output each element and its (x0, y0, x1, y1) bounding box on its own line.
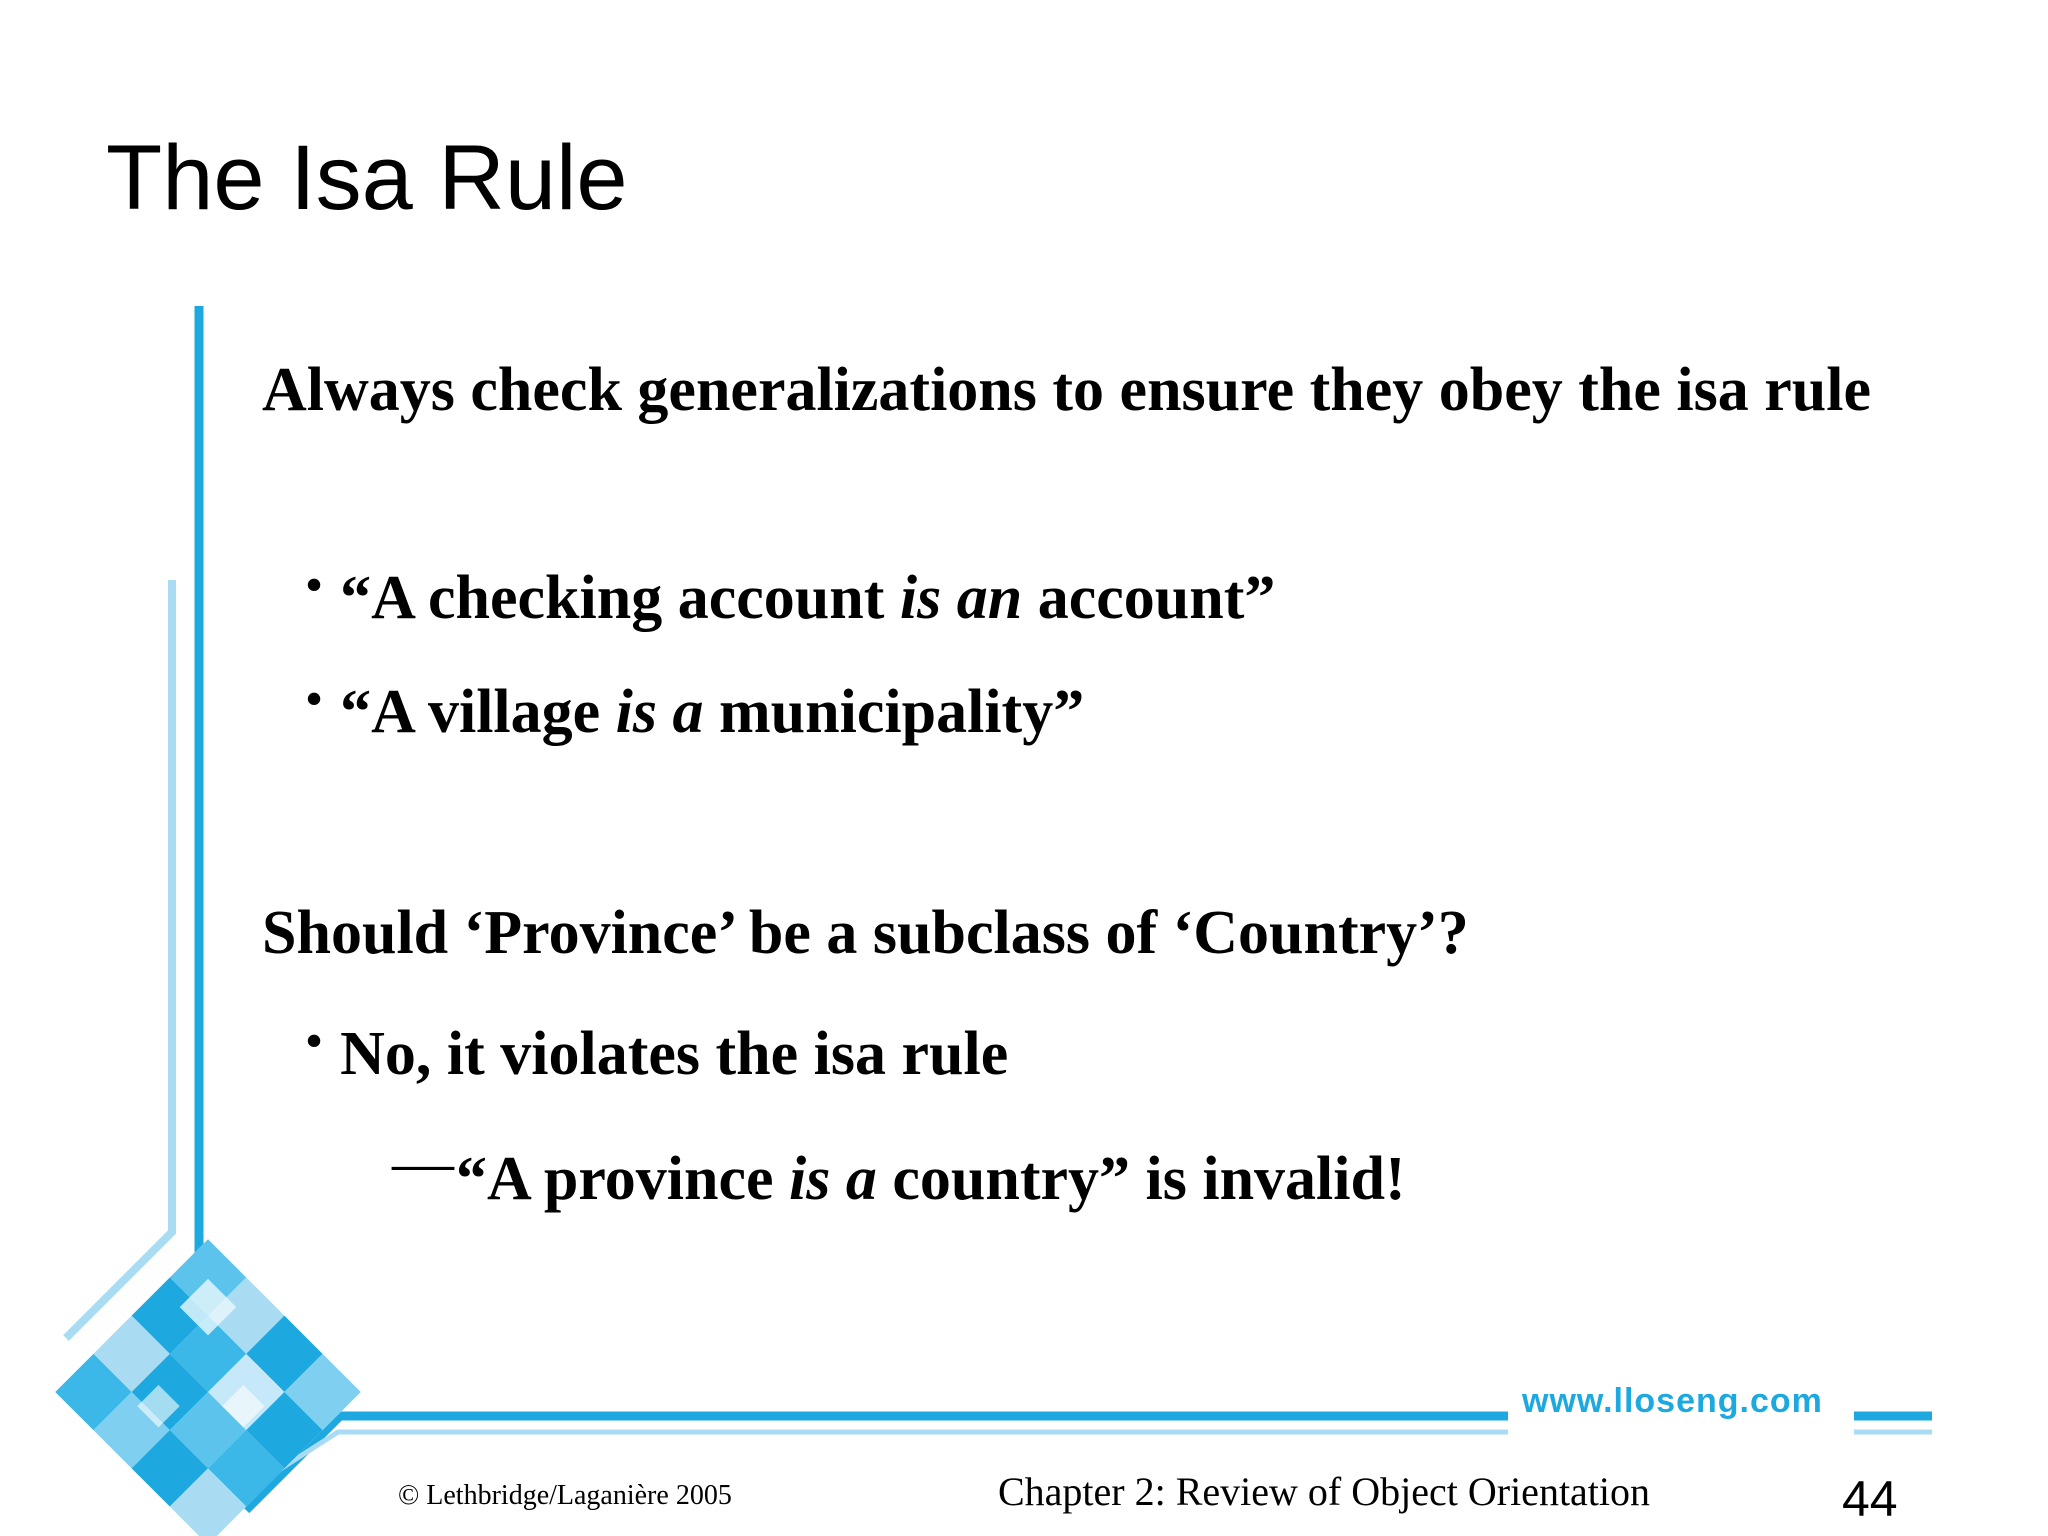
chapter-title: Chapter 2: Review of Object Orientation (998, 1469, 1651, 1514)
bullet-text-pre: “A village (340, 678, 616, 746)
bullet-icon: • (306, 559, 323, 610)
slide-title: The Isa Rule (106, 127, 628, 229)
copyright-notice: © Lethbridge/Laganière 2005 (398, 1480, 732, 1511)
bullet-icon: • (306, 673, 323, 724)
dash-icon: — (392, 1129, 454, 1197)
bullet-text-post: account” (1022, 564, 1276, 632)
bullet-text-em: is a (615, 678, 704, 746)
website-url[interactable]: www.lloseng.com (1522, 1382, 1823, 1420)
sub-bullet-text-post: country” is invalid! (876, 1145, 1406, 1213)
page-number: 44 (1842, 1471, 1898, 1527)
bullet-item (306, 1015, 1009, 1088)
bullet-text-post: municipality” (703, 678, 1085, 746)
section2-heading: Should ‘Province’ be a subclass of ‘Country’? (262, 899, 1469, 967)
sub-bullet-text-em: is a (788, 1145, 877, 1213)
bullet-item (306, 559, 1276, 632)
bullet-item (306, 673, 1085, 746)
vertical-light-line (66, 580, 172, 1338)
bullet-icon: • (306, 1015, 323, 1066)
bullet-text-em: is an (899, 564, 1023, 632)
sub-bullet-text-pre: “A province (456, 1145, 789, 1213)
sub-bullet-item (392, 1129, 1406, 1213)
vertical-accent-line (78, 306, 199, 1378)
bullet-text: No, it violates the isa rule (340, 1020, 1009, 1088)
diamond-mosaic-logo (55, 1239, 360, 1536)
bullet-text-pre: “A checking account (340, 564, 900, 632)
section1-heading: Always check generalizations to ensure they obey the isa rule (262, 356, 1871, 424)
